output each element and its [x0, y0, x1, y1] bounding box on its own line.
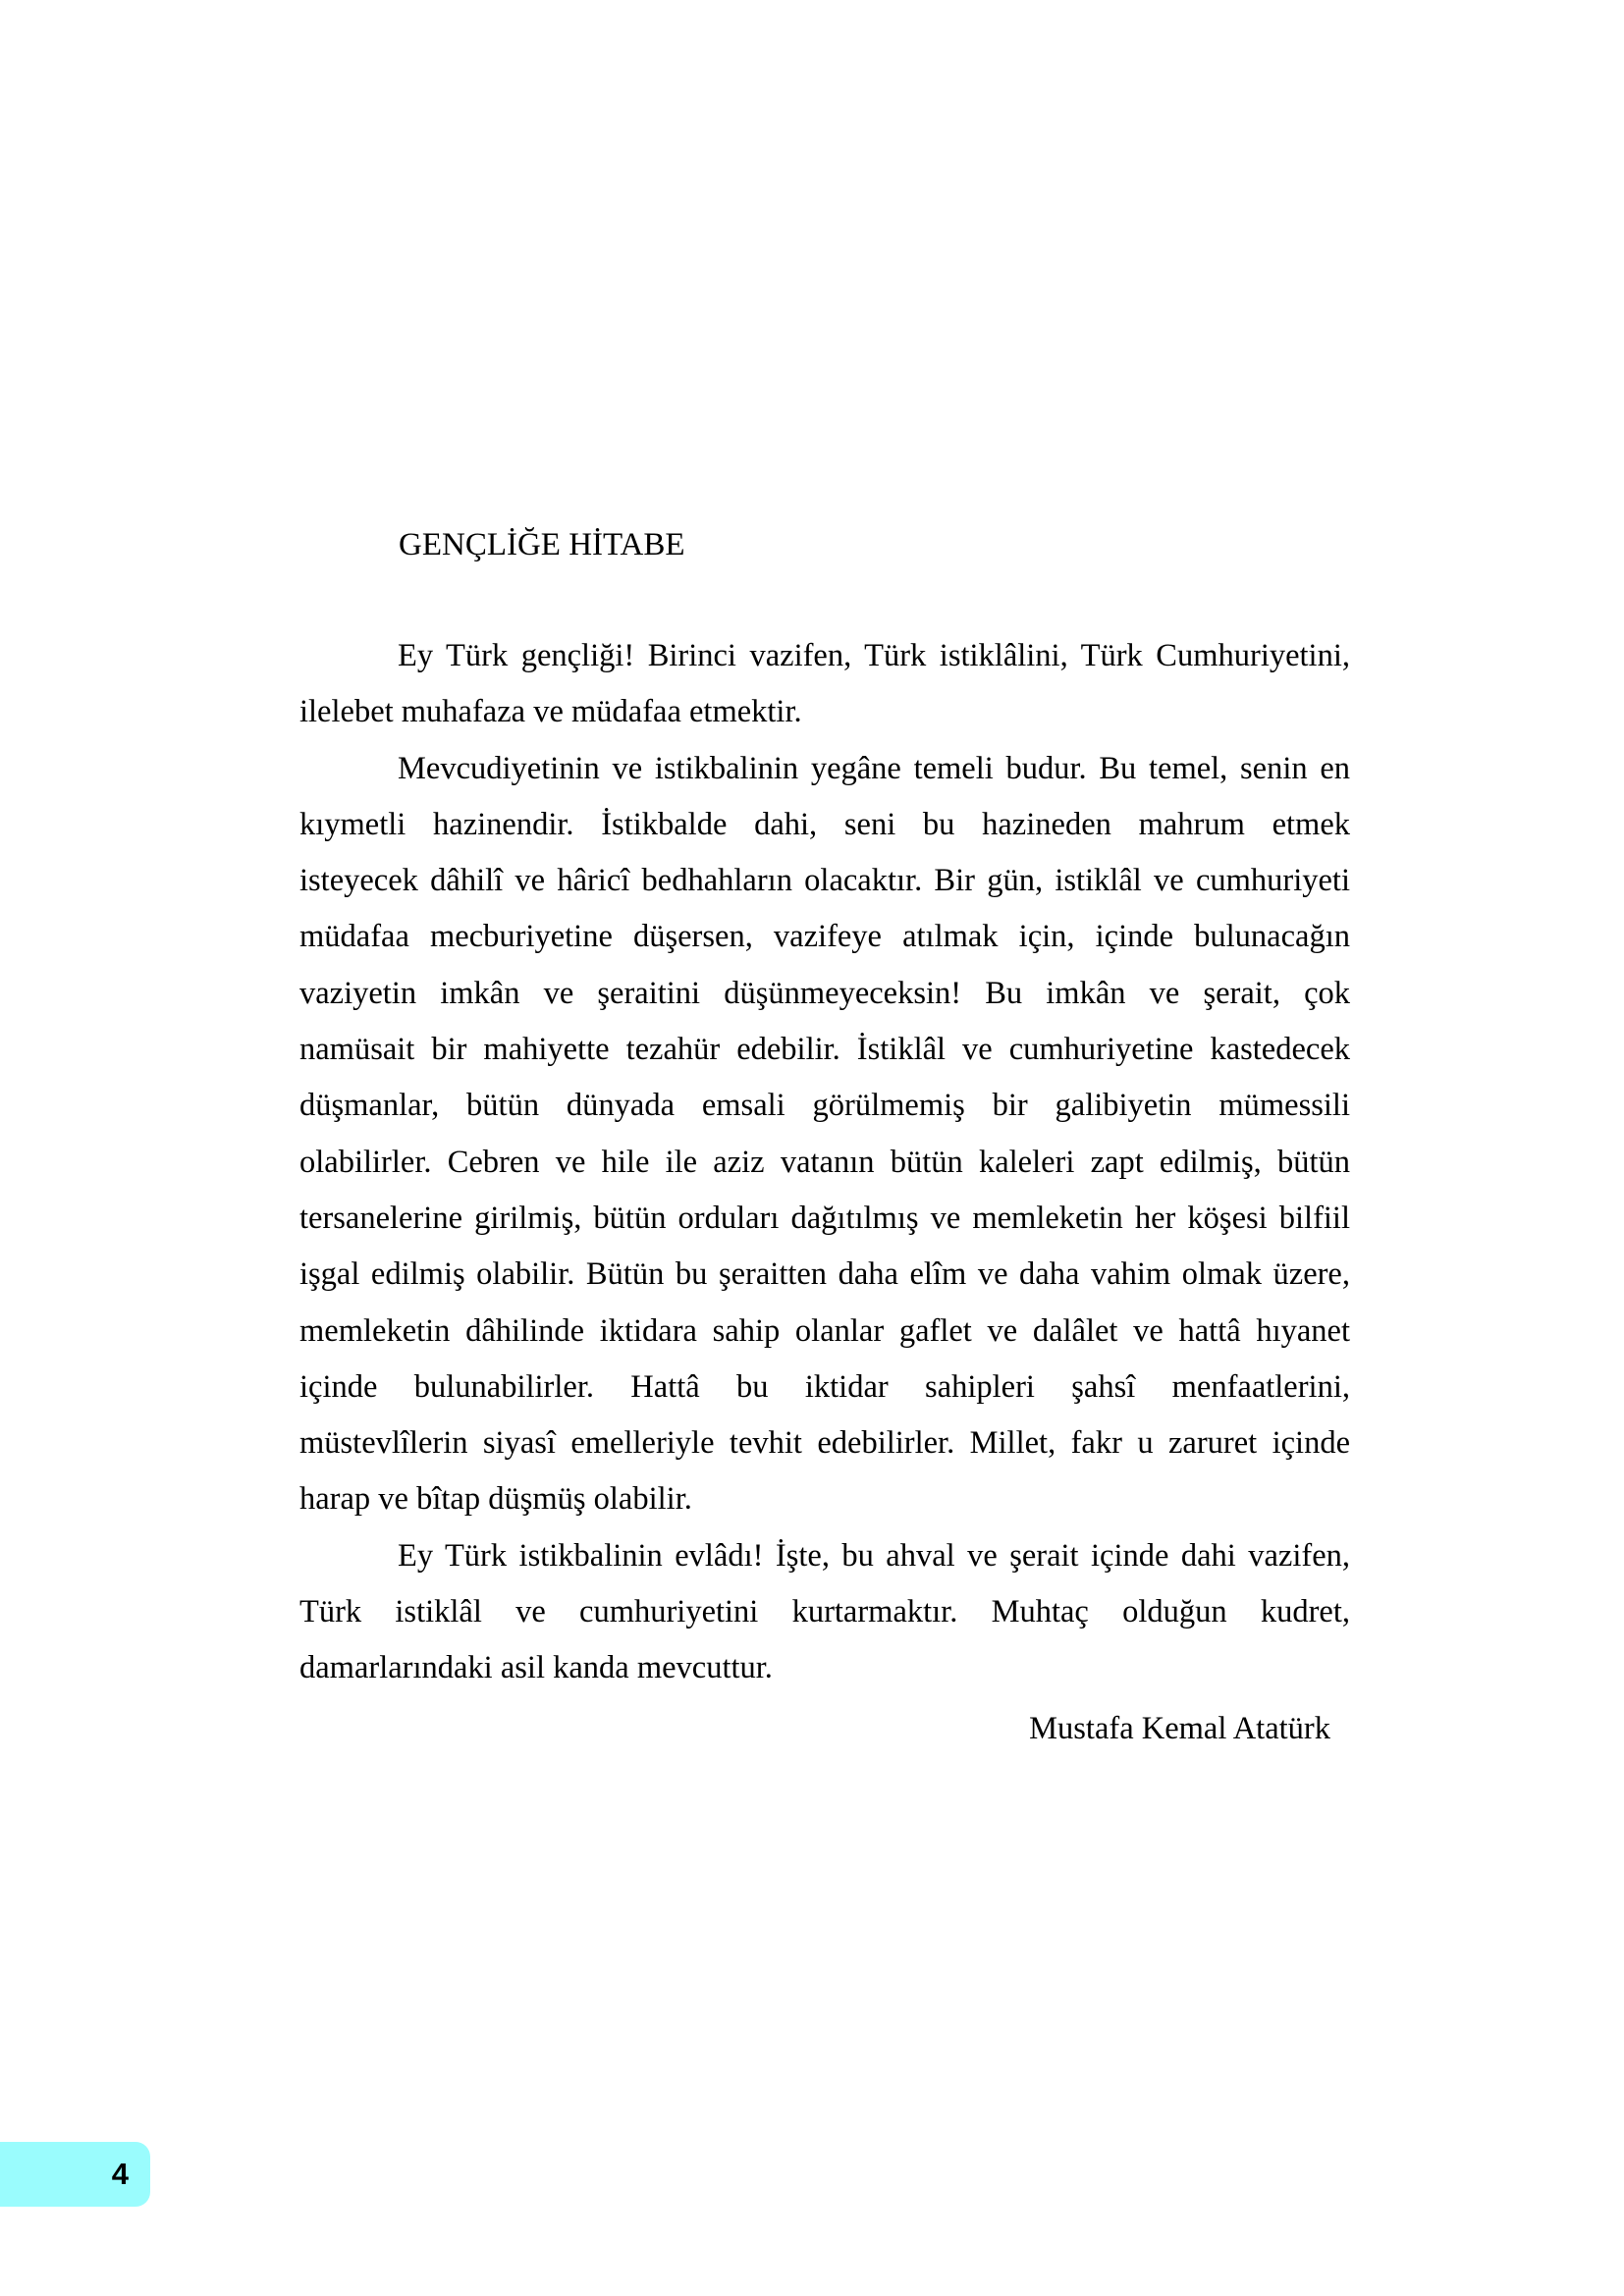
text-line: Ey Türk gençliği! Birinci vazifen, Türk istiklâlini, Türk Cumhuriyetini, — [398, 638, 1350, 673]
text-line: ilelebet muhafaza ve müdafaa etmektir. — [299, 694, 802, 730]
paragraph-lines — [299, 628, 1350, 1697]
text-line: harap ve bîtap düşmüş olabilir. — [299, 1481, 692, 1518]
text-line: Ey Türk istikbalinin evlâdı! İşte, bu ahval ve şerait içinde dahi vazifen, — [398, 1537, 1350, 1574]
text-line: müdafaa mecburiyetine düşersen, vazifeye atılmak için, içinde bulunacağın — [299, 919, 1350, 955]
page-title: GENÇLİĞE HİTABE — [399, 527, 685, 562]
text-line: tersanelerine girilmiş, bütün orduları dağıtılmış ve memleketin her köşesi bilfiil — [299, 1200, 1350, 1236]
text-line: namüsait bir mahiyette tezahür edebilir. İstiklâl ve cumhuriyetine kastedecek — [299, 1032, 1350, 1068]
text-line: vaziyetin imkân ve şeraitini düşünmeyeceksin! Bu imkân ve şerait, çok — [299, 975, 1350, 1011]
document-body — [299, 628, 1350, 1757]
text-line: isteyecek dâhilî ve hâricî bedhahların olacaktır. Bir gün, istiklâl ve cumhuriyeti — [299, 863, 1350, 899]
text-line: damarlarındaki asil kanda mevcuttur. — [299, 1650, 773, 1686]
page-number-tab — [0, 2142, 150, 2207]
text-line: kıymetli hazinendir. İstikbalde dahi, seni bu hazineden mahrum etmek — [299, 806, 1350, 842]
text-line: olabilirler. Cebren ve hile ile aziz vatanın bütün kaleleri zapt edilmiş, bütün — [299, 1144, 1350, 1180]
signature: Mustafa Kemal Atatürk — [1029, 1710, 1330, 1746]
text-line: Türk istiklâl ve cumhuriyetini kurtarmaktır. Muhtaç olduğun kudret, — [299, 1594, 1350, 1630]
text-line: memleketin dâhilinde iktidara sahip olanlar gaflet ve dalâlet ve hattâ hıyanet — [299, 1312, 1350, 1349]
text-line: içinde bulunabilirler. Hattâ bu iktidar sahipleri şahsî menfaatlerini, — [299, 1368, 1350, 1405]
text-line: müstevlîlerin siyasî emelleriyle tevhit edebilirler. Millet, fakr u zaruret içinde — [299, 1425, 1350, 1462]
text-line: Mevcudiyetinin ve istikbalinin yegâne temeli budur. Bu temel, senin en — [398, 750, 1350, 786]
page-number: 4 — [111, 2157, 129, 2191]
text-line: düşmanlar, bütün dünyada emsali görülmemiş bir galibiyetin mümessili — [299, 1088, 1350, 1124]
text-line: işgal edilmiş olabilir. Bütün bu şeraitten daha elîm ve daha vahim olmak üzere, — [299, 1256, 1350, 1293]
